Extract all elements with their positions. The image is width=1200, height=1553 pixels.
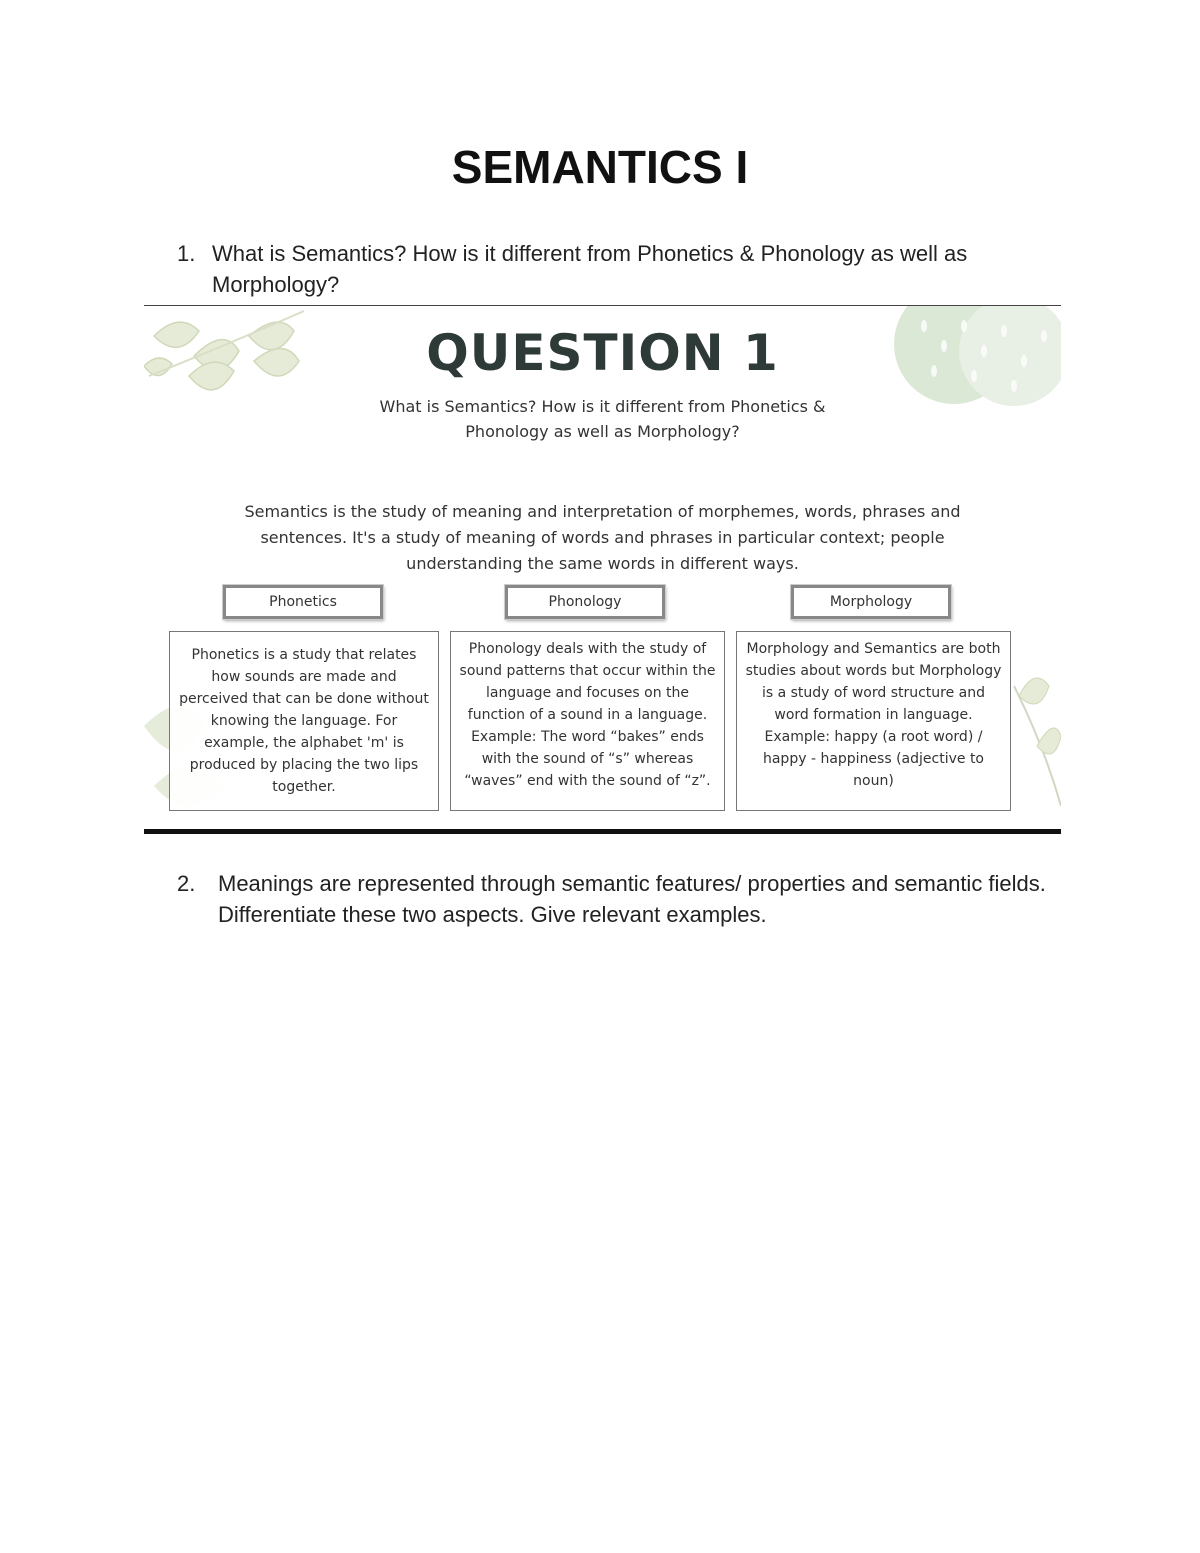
document-title: SEMANTICS I: [451, 141, 749, 193]
question-2-number: 2.: [177, 871, 196, 896]
morphology-label: Morphology: [791, 585, 951, 619]
question-1-slide-image: [144, 305, 1061, 834]
question-2-text: Meanings are represented through semantic features/ properties and semantic fields. Differentiate these two aspects. Give relevant examples.: [218, 871, 1046, 927]
phonology-description: Phonology deals with the study of sound patterns that occur within the language and focuses on the function of a sound in a language. Example: The word “bakes” ends with the sound of “s” whereas “waves” end with the sound of “z”.: [450, 631, 725, 811]
morphology-description: Morphology and Semantics are both studies about words but Morphology is a study of word structure and word formation in language. Example: happy (a root word) / happy - happiness (adjective to noun): [736, 631, 1011, 811]
question-1-text: What is Semantics? How is it different from Phonetics & Phonology as well as Morphology?: [212, 241, 968, 297]
slide-question: What is Semantics? How is it different from Phonetics & Phonology as well as Morphology?: [379, 397, 826, 441]
question-1-number: 1.: [177, 241, 196, 266]
phonetics-description: Phonetics is a study that relates how sounds are made and perceived that can be done without knowing the language. For example, the alphabet 'm' is produced by placing the two lips together.: [169, 631, 439, 811]
phonology-label: Phonology: [505, 585, 665, 619]
semantics-definition: Semantics is the study of meaning and interpretation of morphemes, words, phrases and sentences. It's a study of meaning of words and phrases in particular context; people understanding the same words in different ways.: [244, 502, 961, 573]
phonetics-label: Phonetics: [223, 585, 383, 619]
slide-title: QUESTION 1: [426, 324, 779, 382]
